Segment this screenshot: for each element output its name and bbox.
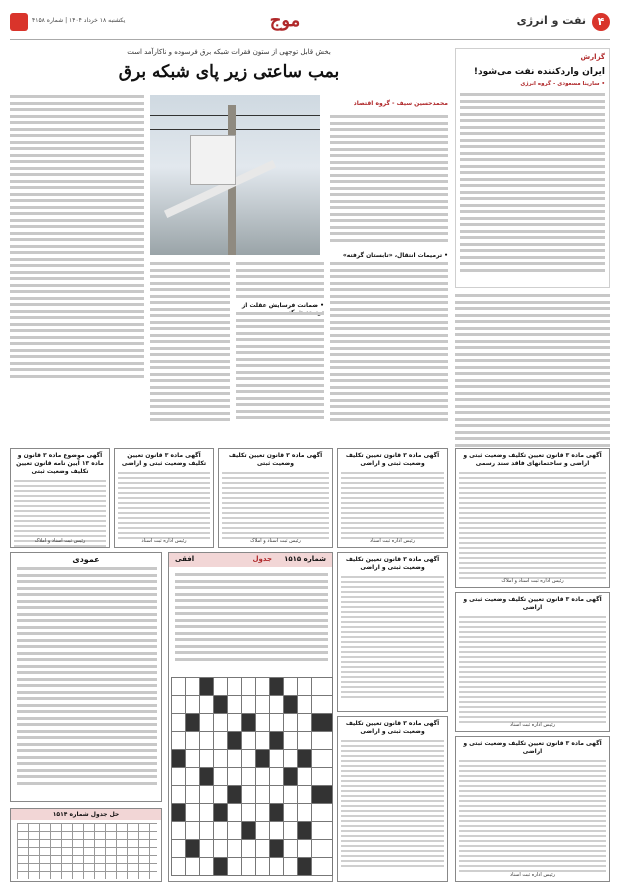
ad-title: آگهی ماده ۳ قانون تعیین تکلیف وضعیت ثبتی و اراضی [345, 720, 440, 735]
article-column-3 [10, 95, 144, 381]
legal-ad [337, 716, 448, 882]
across-clues [175, 573, 328, 664]
article-byline: محمدحسین سیف - گروه اقتصاد [353, 100, 448, 107]
ad-title: آگهی ماده ۳ قانون تعیین تکلیف وضعیت ثبتی و اراضی [345, 556, 440, 571]
publisher-icon [10, 13, 28, 31]
page-header [10, 8, 610, 40]
sidebar-report [455, 48, 610, 288]
ad-footer: رئیس اداره ثبت اسناد [509, 722, 556, 728]
down-clues [17, 567, 157, 788]
legal-ad [10, 448, 110, 548]
page-number: ۴ [592, 13, 610, 31]
ad-title: آگهی ماده ۳ قانون تعیین تکلیف وضعیت ثبتی و اراضی [463, 596, 602, 611]
ad-title: آگهی موضوع ماده ۳ قانون و ماده ۱۳ آیین نامه قانون تعیین تکلیف وضعیت ثبتی [16, 452, 104, 475]
section-title: نفت و انرژی [516, 14, 586, 27]
sidebar-body [460, 93, 605, 275]
legal-ad [455, 736, 610, 882]
legal-ad [218, 448, 333, 548]
down-clues-box [10, 552, 162, 802]
article-kicker: بخش قابل توجهی از ستون فقرات شبکه برق فرسوده و ناکارآمد است [127, 48, 331, 56]
newspaper-logo: موج [269, 10, 301, 31]
ad-footer: رئیس ثبت اسناد و املاک [250, 538, 301, 544]
article-column-2a [150, 262, 230, 425]
ad-footer: رئیس اداره ثبت اسناد [509, 872, 556, 878]
ad-footer: رئیس اداره ثبت اسناد [141, 538, 187, 544]
article-column-1b [330, 262, 448, 425]
article-photo [150, 95, 320, 255]
legal-ad [455, 448, 610, 588]
article-column-1 [330, 115, 448, 245]
crossword-header [169, 553, 332, 567]
ad-title: آگهی ماده ۳ قانون تعیین تکلیف وضعیت ثبتی و اراضی [121, 452, 207, 467]
ad-footer: رئیس اداره ثبت اسناد [369, 538, 416, 544]
down-label: عمودی [72, 555, 100, 564]
legal-ad [337, 552, 448, 712]
sidebar-title: ایران واردکننده نفت می‌شود! [473, 67, 605, 77]
crossword-title: جدول [252, 555, 272, 563]
article-column-2b [236, 262, 324, 301]
article-column-2c [236, 312, 324, 423]
legal-ad [455, 592, 610, 732]
legal-ad [337, 448, 448, 548]
previous-solution-grid [17, 823, 157, 879]
crossword-number: شماره ۱۵۱۵ [284, 555, 326, 563]
sidebar-tag: گزارش [580, 53, 605, 61]
article-subhead-1: • ضمانت فرسایش عقلت از [241, 302, 324, 309]
legal-ad [114, 448, 214, 548]
across-label: افقی [175, 555, 195, 563]
ad-footer: رئیس ثبت اسناد و املاک [34, 538, 86, 544]
ad-footer: رئیس اداره ثبت اسناد و املاک [501, 578, 564, 584]
previous-solution-title: حل جدول شماره ۱۵۱۴ [11, 809, 161, 820]
crossword-grid [169, 675, 332, 881]
crossword-puzzle [168, 552, 333, 882]
sidebar-author: • سارینا مسعودی - گروه انرژی [520, 81, 605, 87]
ad-title: آگهی ماده ۳ قانون تعیین تکلیف وضعیت ثبتی و اراضی [345, 452, 440, 467]
ad-title: آگهی ماده ۳ قانون تعیین تکلیف وضعیت ثبتی و اراضی [463, 740, 602, 755]
ad-title: آگهی ماده ۳ قانون تعیین تکلیف وضعیت ثبتی و اراضی و ساختمانهای فاقد سند رسمی [463, 452, 602, 467]
previous-solution [10, 808, 162, 882]
ad-title: آگهی ماده ۳ قانون تعیین تکلیف وضعیت ثبتی [228, 452, 323, 467]
article-headline: بمب ساعتی زیر پای شبکه برق [118, 62, 340, 82]
article-subhead-2: • ترمیمات انتقال، «تابستان گرفته» [342, 252, 448, 259]
dateline: یکشنبه ۱۸ خرداد ۱۴۰۴ | شماره ۴۱۵۸ [32, 17, 126, 24]
sidebar-body-continued [455, 294, 610, 463]
